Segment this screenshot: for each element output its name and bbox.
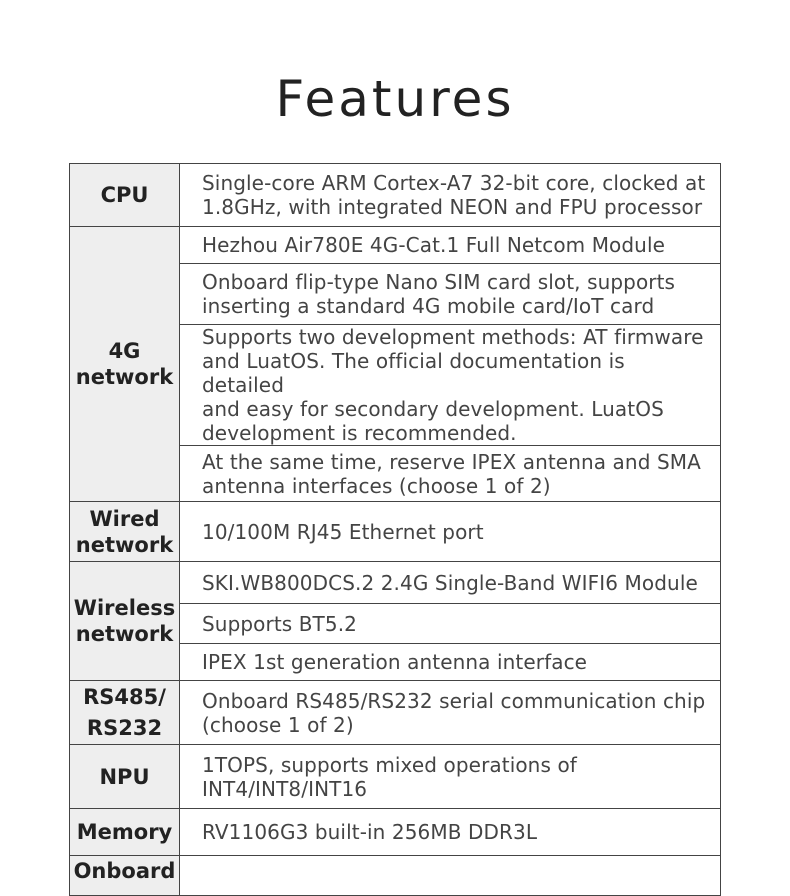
feature-cell bbox=[180, 502, 721, 562]
table-row bbox=[70, 745, 721, 809]
category-wireless-network bbox=[70, 562, 180, 681]
category-label: CPU bbox=[100, 183, 149, 207]
category-label: Wireless network bbox=[73, 596, 176, 646]
table-row bbox=[70, 502, 721, 562]
page-title: Features bbox=[275, 70, 515, 128]
table-row bbox=[70, 809, 721, 856]
feature-text: 10/100M RJ45 Ethernet port bbox=[202, 519, 484, 544]
feature-cell bbox=[180, 164, 721, 227]
category-npu bbox=[70, 745, 180, 809]
table-row bbox=[70, 856, 721, 896]
features-table bbox=[69, 163, 721, 896]
feature-cell bbox=[180, 446, 721, 502]
category-wired-network bbox=[70, 502, 180, 562]
category-label: NPU bbox=[99, 764, 150, 789]
table-row bbox=[70, 562, 721, 604]
feature-cell bbox=[180, 745, 721, 809]
category-label: Memory bbox=[76, 820, 173, 844]
feature-text: Supports two development methods: AT firmware and LuatOS. The official documentation is detailed and easy for secondary development. LuatOS development is recommended. bbox=[202, 325, 704, 445]
feature-cell bbox=[180, 644, 721, 681]
table-row bbox=[70, 227, 721, 264]
category-label: Wired network bbox=[75, 506, 174, 557]
category-cpu bbox=[70, 164, 180, 227]
feature-text: IPEX 1st generation antenna interface bbox=[202, 650, 588, 674]
table-row bbox=[70, 681, 721, 745]
category-onboard bbox=[70, 856, 180, 896]
feature-text: SKI.WB800DCS.2 2.4G Single-Band WIFI6 Module bbox=[202, 570, 698, 595]
feature-text: 1TOPS, supports mixed operations of INT4/INT8/INT16 bbox=[202, 752, 577, 801]
feature-text: At the same time, reserve IPEX antenna and SMA antenna interfaces (choose 1 of 2) bbox=[202, 449, 701, 498]
feature-text: Onboard flip-type Nano SIM card slot, supports inserting a standard 4G mobile card/IoT card bbox=[202, 270, 676, 318]
feature-cell bbox=[180, 604, 721, 644]
feature-cell bbox=[180, 809, 721, 856]
category-memory bbox=[70, 809, 180, 856]
feature-text: RV1106G3 built-in 256MB DDR3L bbox=[202, 820, 538, 844]
feature-cell bbox=[180, 264, 721, 325]
feature-cell bbox=[180, 681, 721, 745]
category-label: 4G network bbox=[75, 339, 174, 389]
feature-cell bbox=[180, 325, 721, 446]
feature-text: Hezhou Air780E 4G-Cat.1 Full Netcom Module bbox=[202, 233, 666, 257]
feature-cell bbox=[180, 856, 721, 896]
category-label: RS485/ RS232 bbox=[83, 684, 166, 740]
category-serial bbox=[70, 681, 180, 745]
feature-text: Single-core ARM Cortex-A7 32-bit core, clocked at 1.8GHz, with integrated NEON and FPU processor bbox=[202, 171, 706, 219]
feature-cell bbox=[180, 562, 721, 604]
table-row bbox=[70, 164, 721, 227]
feature-text: Onboard RS485/RS232 serial communication chip (choose 1 of 2) bbox=[202, 688, 706, 737]
feature-text: Supports BT5.2 bbox=[202, 611, 357, 636]
category-4g-network bbox=[70, 227, 180, 502]
feature-cell bbox=[180, 227, 721, 264]
category-label: Onboard bbox=[73, 859, 176, 883]
